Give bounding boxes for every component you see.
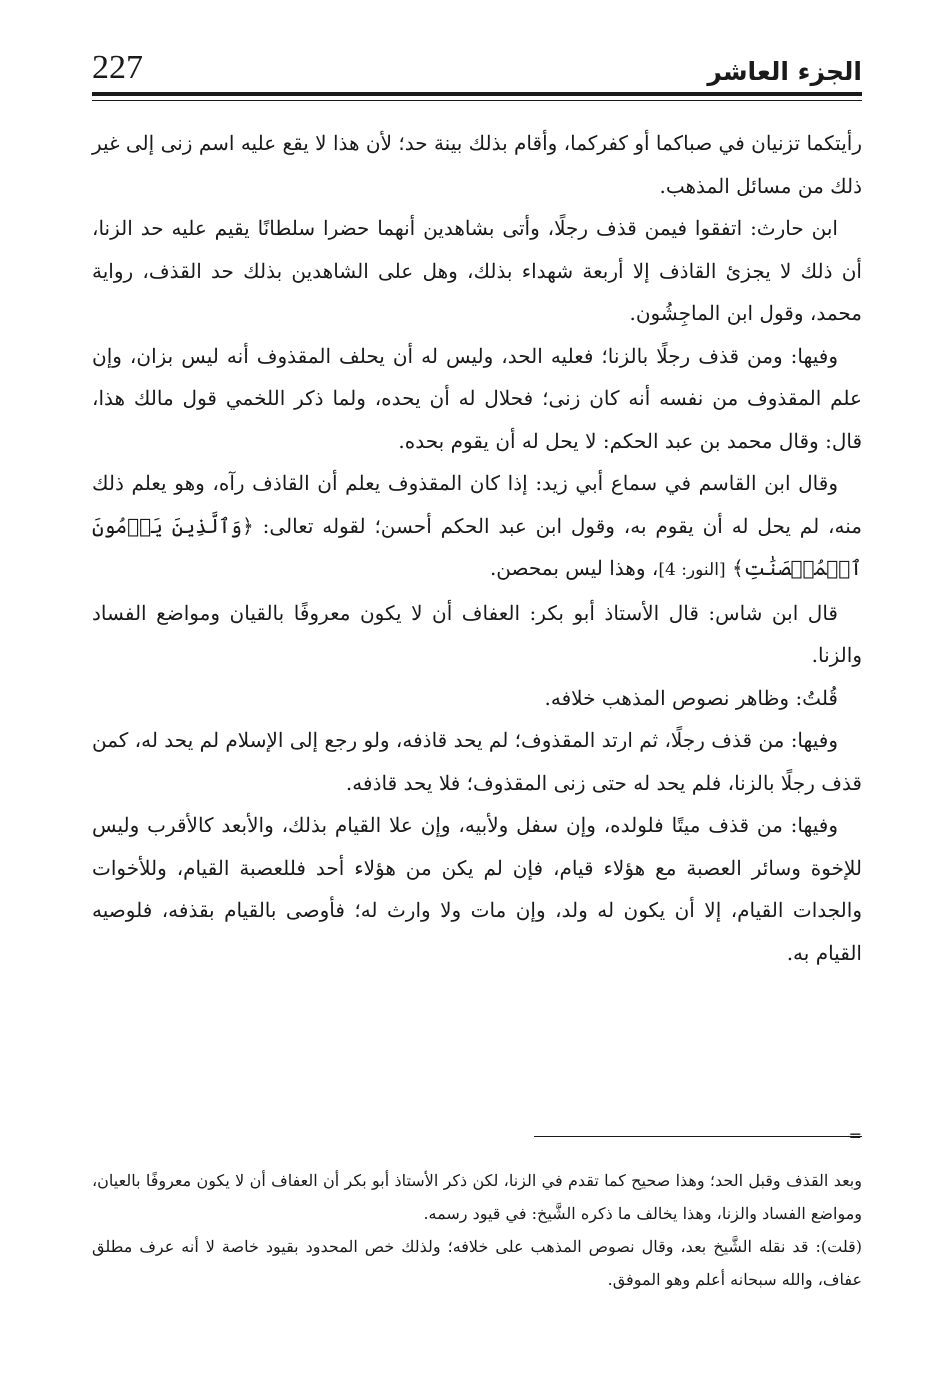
footnotes (92, 1164, 862, 1296)
quran-quote: ﴿وَٱلَّذِينَ يَرۡمُونَ ٱلۡمُحۡصَنَٰتِ﴾ (92, 513, 862, 580)
paragraph-4-text-a: وقال ابن القاسم في سماع أبي زيد: إذا كان المقذوف يعلم أن القاذف رآه، وهو يعلم ذلك منه، لم يحل له أن يقوم به، وقول ابن عبد الحكم أحسن؛ لقوله تعالى: (92, 471, 862, 538)
footnote-separator (534, 1136, 862, 1137)
running-title: الجزء العاشر (707, 57, 862, 86)
paragraph-1: رأيتكما تزنيان في صباكما أو كفركما، وأقام بذلك بينة حد؛ لأن هذا لا يقع عليه اسم زنى إلى غير ذلك من مسائل المذهب. (92, 131, 862, 198)
header-rule-thick (92, 92, 862, 96)
paragraph-4 (92, 462, 862, 592)
main-text (92, 122, 862, 974)
paragraph-4-text-b: ، وهذا ليس بمحصن. (489, 556, 659, 580)
paragraph-8: وفيها: من قذف ميتًا فلولده، وإن سفل ولأبيه، وإن علا القيام بذلك، والأبعد كالأقرب وليس للإخوة وسائر العصبة مع هؤلاء قيام، فإن لم يكن من هؤلاء أحد فللعصبة القيام، وللأخوات والجدات القيام، إلا أن يكون له ولد، وإن مات ولا وارث له؛ فأوصى بالقيام بقذفه، فلوصيه القيام به. (92, 813, 862, 965)
paragraph-7: وفيها: من قذف رجلًا، ثم ارتد المقذوف؛ لم يحد قاذفه، ولو رجع إلى الإسلام لم يحد له، كمن قذف رجلًا بالزنا، فلم يحد له حتى زنى المقذوف؛ فلا يحد قاذفه. (92, 728, 862, 795)
footnote-1: وبعد القذف وقبل الحد؛ وهذا صحيح كما تقدم في الزنا، لكن ذكر الأستاذ أبو بكر أن العفاف أن لا يكون معروفًا بالعيان، ومواضع الفساد والزنا، وهذا يخالف ما ذكره الشَّيخ: في قيود رسمه. (92, 1171, 862, 1223)
paragraph-6: قُلتُ: وظاهر نصوص المذهب خلافه. (544, 685, 838, 710)
paragraph-5: قال ابن شاس: قال الأستاذ أبو بكر: العفاف أن لا يكون معروفًا بالقيان ومواضع الفساد والزنا. (92, 600, 862, 667)
header-rule-thin (92, 100, 862, 101)
footnote-continuation-mark: = (848, 1126, 862, 1145)
footnote-2: (قلت): قد نقله الشَّيخ بعد، وقال نصوص المذهب على خلافه؛ ولذلك خص المحدود بقيود خاصة لا أنه عرف مطلق عفاف، والله سبحانه أعلم وهو الموفق. (92, 1237, 863, 1289)
paragraph-2: ابن حارث: اتفقوا فيمن قذف رجلًا، وأتى بشاهدين أنهما حضرا سلطانًا يقيم عليه حد الزنا، أن ذلك لا يجزئ القاذف إلا أربعة شهداء بذلك، وهل على الشاهدين بذلك حد القذف، رواية محمد، وقول ابن الماجِشُون. (92, 216, 862, 325)
page-number: 227 (92, 49, 143, 86)
quran-reference: [النور: 4] (658, 560, 726, 580)
paragraph-3: وفيها: ومن قذف رجلًا بالزنا؛ فعليه الحد، وليس له أن يحلف المقذوف أنه ليس بزان، وإن علم المقذوف من نفسه أنه كان زنى؛ فحلال له أن يحده، ولما ذكر اللخمي قول مالك هذا، قال: وقال محمد بن عبد الحكم: لا يحل له أن يقوم بحده. (92, 343, 862, 453)
